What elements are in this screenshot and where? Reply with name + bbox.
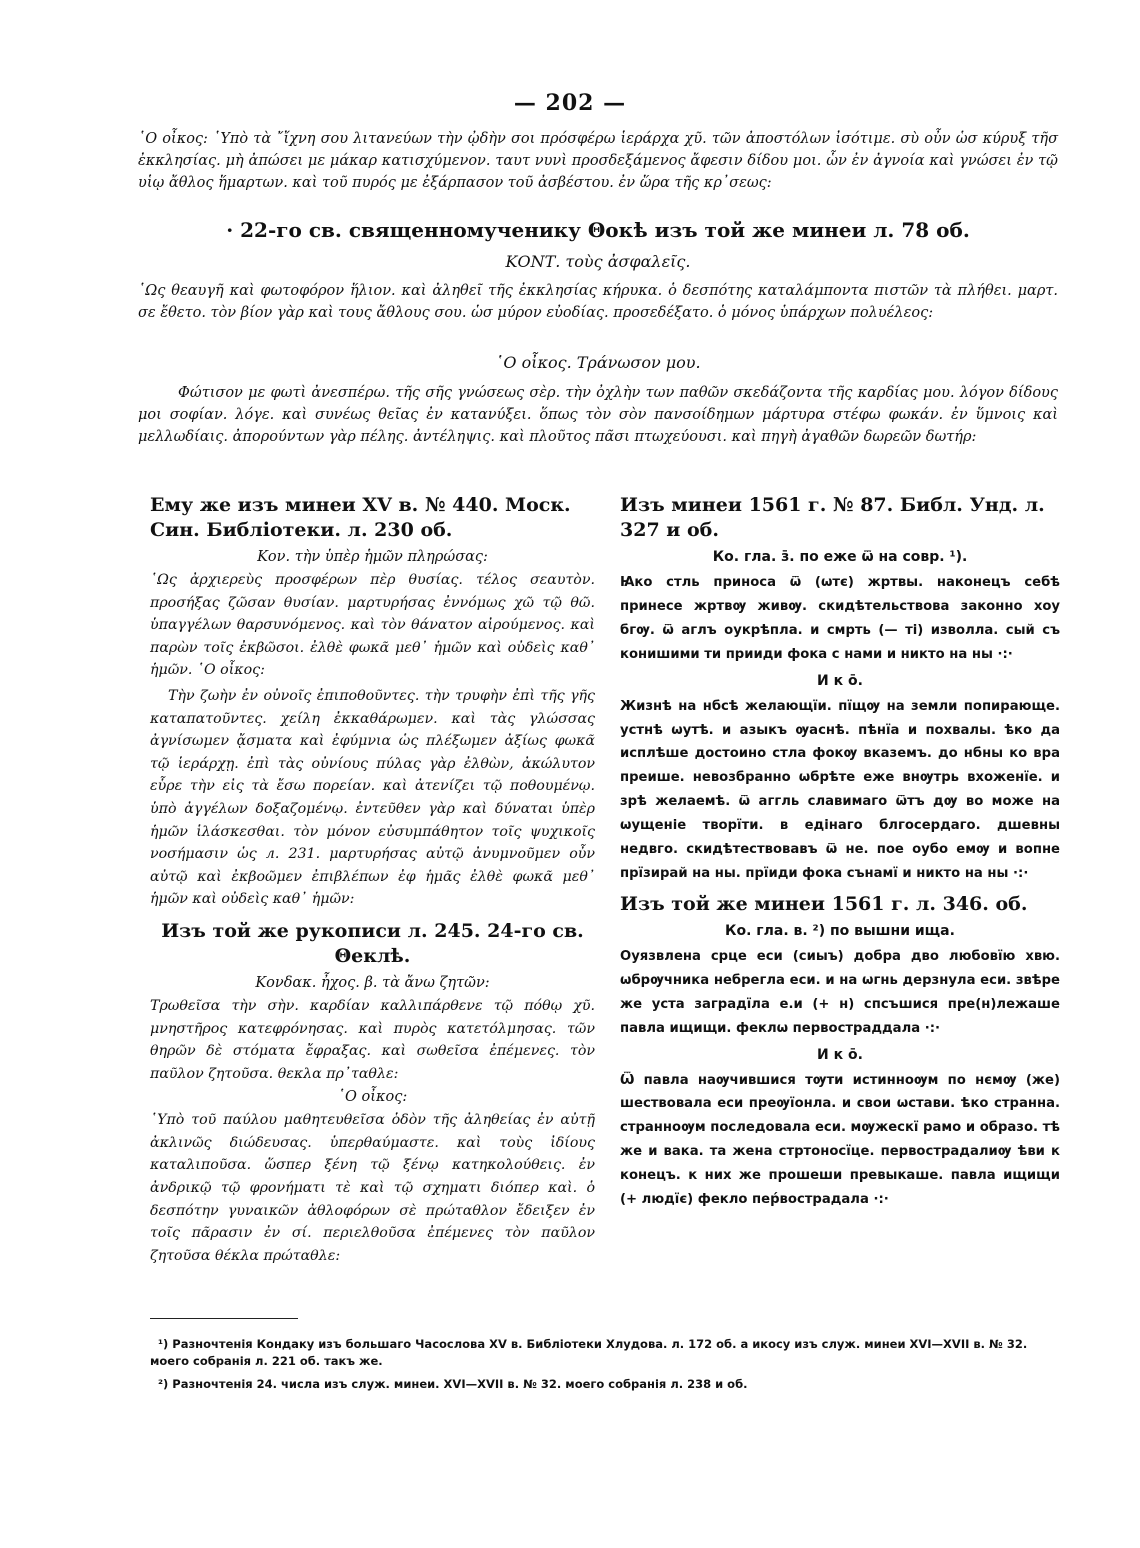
right-kontakion2-text: Оуязвлена срце еси (сиыъ) добра дво любовїю хвю. ѡбрѹчника небрегла еси. и на ѡгнь дерзнула еси. звѣре же уста заградїла е.и (+ н) спсъшися пре(н)лежаше павла ищищи. феклω первостраддала ·:·	[620, 948, 1060, 1036]
left-kondak-label: Κονδακ. ἦχος. β. τὰ ἄνω ζητῶν:	[255, 974, 490, 991]
left-kontakion-label: Κον. τὴν ὑπὲρ ἡμῶν πληρώσας:	[257, 549, 488, 565]
footnote-divider	[150, 1318, 298, 1319]
right-ikos2-text: Ѿ павла наѹчившися тѹти истинноѹм по нємѹ (же) шествовала еси преѹїонла. и свои ѡстави. ѣко странна. странноѹм последовала еси. мѹжескї рамо и образо. тѣ же и вака. та жена стртоносїце. первострадалиѹ ѣви к конецъ. к них же прошеши превыкаше. павла ищищи (+ людїє) фекло пер́вострадала ·:·	[620, 1072, 1060, 1208]
left-oikos-text: Τὴν ζωὴν ἐν οὐνοῖς ἐπιποθοῦντες. τὴν τρυφὴν ἐπὶ τῆς γῆς καταπατοῦντες. χείλη ἐκκαθάρωμεν. καὶ τὰς γλώσσας ἀγνίσωμεν ᾄσματα καὶ ἐφύμνια ὡς πλέξωμεν ἀξίως φωκᾶ τῷ ἱεράρχῃ. ἐπὶ τὰς οὐνίους πύλας γὰρ ἐλθὼν, ἀκώλυτον εὗρε τὴν εἰς τὰ ἔσω πορείαν. καὶ ἀτενίζει τῷ ποθουμένῳ. ὑπὸ ἀγγέλων δοξαζομένῳ. ἐντεῦθεν γὰρ καὶ δύναται ὑπὲρ ἡμῶν ἱλάσκεσθαι. τὸν μόνον εὐσυμπάθητον τοῖς ψυχικοῖς νοσήμασιν ὡς л. 231. μαρτυρήσας αὐτῷ ἀνυμνοῦμεν οὖν αὐτῷ καὶ ἐκβοῶμεν ἐπιβλέπων ἐφ ἡμᾶς ἐλθὲ φωκᾶ μεθ᾽ ἡμῶν καὶ οὐδεὶς καθ᾽ ἡμῶν:	[150, 687, 595, 908]
kontakion-label: ΚΟΝΤ. τοὺς ἀσφαλεῖς.	[505, 252, 691, 271]
left-heading-thekla: Изъ той же рукописи л. 245. 24-го св. Θеклѣ.	[161, 919, 584, 967]
right-ikos2-label: И к о̄.	[817, 1046, 863, 1063]
oikos-label: ῾Ο οἶκος. Τράνωσον μου.	[495, 353, 701, 372]
left-kontakion-text: ῾Ως ἀρχιερεὺς προσφέρων πὲρ θυσίας. τέλος σεαυτὸν. προσήξας ζῶσαν θυσίαν. μαρτυρήσας ἐννόμως χῶ τῷ θῶ. ὑπαγγέλων θαρσυνόμενος. καὶ τὸν θάνατον αἰρούμενος. καὶ παρὼν τοῖς ἐκβῶσοι. ἐλθὲ φωκᾶ μεθ᾽ ἡμῶν καὶ οὐδεὶς καθ᾽ ἡμῶν. ῾Ο οἶκος:	[150, 572, 595, 679]
right-column	[620, 493, 1060, 1214]
top-oikos-text: ῾Ο οἶκος: ῾Υπὸ τὰ ῎ἴχνη σου λιτανεύων τὴν ᾠδὴν σοι πρόσφέρω ἱεράρχα χῦ. τῶν ἀποστόλων ἰσότιμε. σὺ οὖν ὡσ κύρυξ τῆσ ἐκκλησίας. μὴ ἀπώσει με μάκαρ κατισχύμενον. ταυτ νυνὶ προσδεξάμενος ἄφεσιν δίδου μοι. ὧν ἐν ἀγνοία καὶ γνώσει ἐν τῷ υἱῳ ἄθλος ἥμαρτων. καὶ τοῦ πυρός με ἐξάρπασον τοῦ ἀσβέστου. ἐν ὥρα τῆς κρ᾽σεως:	[138, 131, 1058, 191]
right-kontakion-label: Ко. гла. з̄. по еже ѿ на совр. ¹).	[712, 549, 968, 565]
right-kontakion2-label: Ко. гла. в. ²) по вышни ища.	[725, 922, 955, 939]
right-kontakion-text: Ꙗко стль приноса ѿ (ѡтє) жртвы. наконецъ себѣ принесе жртвѹ живѹ. скидѣтельствова законно хоу бгѹ. ѿ аглъ оукрѣпла. и смрть (— ті) изволла. сый съ конишими ти прииди фока с нами и никто на ны ·:·	[620, 575, 1060, 662]
kontakion-text: ῾Ως θεαυγῆ καὶ φωτοφόρον ἥλιον. καὶ ἀληθεῖ τῆς ἐκκλησίας κήρυκα. ὁ δεσπότης καταλάμποντα πιστῶν τὰ πλήθει. μαρτ. σε ἔθετο. τὸν βίον γὰρ καὶ τους ἄθλους σου. ὡσ μύρον εὐοδίας. προσεδέξατο. ὁ μόνος ὑπάρχων πολυέλεος:	[138, 283, 1058, 321]
left-oikos-label: ῾Ο οἶκος:	[337, 1089, 408, 1106]
oikos-text: Φώτισον με φωτὶ ἀνεσπέρω. τῆς σῆς γνώσεως σὲρ. τὴν ὀχλὴν των παθῶν σκεδάζοντα τῆς καρδίας μου. λόγον δίδους μοι σοφίαν. λόγε. καὶ συνέως θεῖας ἐν κατανύξει. ὅπως τὸν σὸν πανσοίδημων μάρτυρα στέφω φωκάν. ἐν ὕμνοις καὶ μελλωδίαις. ἀπορούντων γὰρ πέλης. ἀντέληψις. καὶ πλοῦτος πᾶσι πτωχεύουσι. καὶ πηγὴ ἀγαθῶν δωρεῶν δωτήρ:	[138, 385, 1058, 445]
footnote-1: ¹) Разночтенія Кондаку изъ большаго Часослова XV в. Библіотеки Хлудова. л. 172 об. а икосу изъ служ. минеи XVI—XVII в. № 32. моего собранія л. 221 об. такъ же.	[150, 1337, 1028, 1368]
page-number: — 202 —	[513, 90, 627, 116]
left-column	[150, 493, 595, 1270]
right-heading: Изъ минеи 1561 г. № 87. Библ. Унд. л. 327 и об.	[620, 494, 1045, 541]
right-ikos-label: И к о̄.	[817, 672, 863, 689]
footnote-2: ²) Разночтенія 24. числа изъ служ. минеи. XVI—XVII в. № 32. моего собранія л. 238 и об.	[158, 1377, 748, 1391]
left-oikos2-text: ῾Υπὸ τοῦ παύλου μαθητευθεῖσα ὁδὸν τῆς ἀληθείας ἐν αὐτῇ ἀκλινῶς διώδευσας. ὑπερθαύμαστε. καὶ τοὺς ἰδίους καταλιποῦσα. ὥσπερ ξένη τῷ ξένῳ κατηκολούθεις. ἐν ἀνδρικῷ τῷ φρονήματι τὲ καὶ τῷ σχηματι διόπερ καὶ. ὁ δεσπότην γυναικῶν ἀθλοφόρων σὲ πρώταθλον ἔδειξεν ἐν τοῖς πᾶρασιν ἐν σί. περιελθοῦσα ἐπέμενες τὸν παῦλον ζητοῦσα θέκλα πρώταθλε:	[150, 1112, 595, 1264]
left-kondak-text: Τρωθεῖσα τὴν σὴν. καρδίαν καλλιπάρθενε τῷ πόθῳ χῦ. μνηστῆρος κατεφρόνησας. καὶ πυρὸς κατετόλμησας. τῶν θηρῶν δὲ στόματα ἔφραξας. καὶ σωθεῖσα ἐπέμενες. τὸν παῦλον ζητοῦσα. θεκλα πρ᾽ταθλε:	[150, 997, 595, 1082]
right-heading2: Изъ той же минеи 1561 г. л. 346. об.	[620, 892, 1028, 915]
left-heading: Ему же изъ минеи XV в. № 440. Моск. Син. Библіотеки. л. 230 об.	[150, 494, 571, 541]
right-ikos-text: Жизнѣ на нбсѣ желающїи. пїщѹ на земли попирающе. устнѣ ѡутѣ. и азыкъ ѹаснѣ. пѣнїа и похвалы. ѣко да исплѣше достоино стла фокѹ вказемъ. до нбны ко вра преише. невозбранно ѡбрѣте еже внѹтрь вхоженїе. и зрѣ желаемѣ. ѿ аггль славимаго ѿтъ дѹ во може на ѡущеніе творїти. в едінаго блгосердаго. дшевны недвго. скидѣтествовавъ ѿ не. пое оубо емѹ и вопне прїзирай на ны. прїиди фока сънамї и никто на ны ·:·	[620, 698, 1060, 881]
section-heading-foka: · 22-го св. священномученику Θοκѣ изъ той же минеи л. 78 об.	[226, 218, 970, 242]
